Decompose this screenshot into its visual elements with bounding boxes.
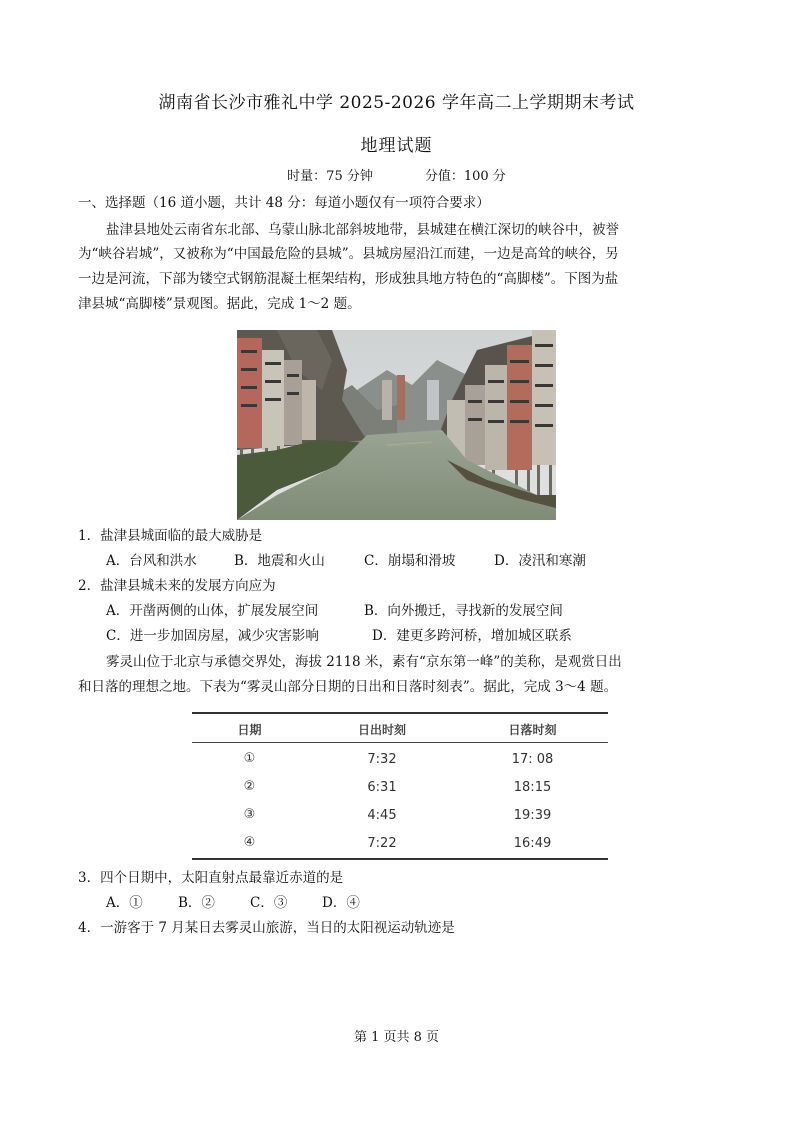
- table-row-3-date: ③: [243, 807, 256, 822]
- exam-subtitle: 地理试题: [360, 136, 433, 156]
- yanjin-stilt-houses-photo: [237, 330, 556, 520]
- q4-stem: 4．一游客于 7 月某日去雾灵山旅游，当日的太阳视运动轨迹是: [78, 920, 455, 936]
- table-row-4-date: ④: [243, 835, 256, 850]
- table-header-sunrise: 日出时刻: [357, 723, 406, 737]
- table-header-sunset: 日落时刻: [508, 723, 557, 737]
- table-row-1-date: ①: [243, 751, 256, 766]
- table-row-1-sunset: 17: 08: [511, 752, 554, 767]
- table-row-3-sunrise: 4:45: [367, 808, 397, 823]
- q2-option-d[interactable]: D．建更多跨河桥，增加城区联系: [372, 628, 572, 644]
- table-header-date: 日期: [237, 723, 262, 737]
- score-label: 分值：100 分: [424, 169, 506, 184]
- sunrise-sunset-table: [192, 712, 608, 862]
- q2-option-c[interactable]: C．进一步加固房屋，减少灾害影响: [106, 628, 319, 644]
- exam-meta: [0, 165, 793, 184]
- passage1-line-2: 为“峡谷岩城”，又被称为“中国最危险的县城”。县城房屋沿江而建，一边是高耸的峡谷，另: [78, 246, 619, 262]
- table-row-2-sunrise: 6:31: [367, 780, 397, 795]
- exam-title: 湖南省长沙市雅礼中学 2025-2026 学年高二上学期期末考试: [158, 93, 635, 113]
- q1-option-c[interactable]: C．崩塌和滑坡: [364, 553, 456, 569]
- passage1-line-4: 津县城“高脚楼”景观图。据此，完成 1～2 题。: [78, 296, 361, 312]
- section-heading: 一、选择题（16 道小题，共计 48 分：每道小题仅有一项符合要求）: [78, 195, 490, 211]
- table-row-1-sunrise: 7:32: [367, 752, 397, 767]
- q2-option-b[interactable]: B．向外搬迁，寻找新的发展空间: [364, 603, 563, 619]
- table-row-2-sunset: 18:15: [513, 780, 552, 795]
- q1-option-b[interactable]: B．地震和火山: [234, 553, 325, 569]
- passage1-line-1: 盐津县地处云南省东北部、乌蒙山脉北部斜坡地带，县城建在横江深切的峡谷中，被誉: [106, 222, 619, 238]
- table-row-4-sunrise: 7:22: [367, 836, 397, 851]
- q1-option-a[interactable]: A．台风和洪水: [106, 553, 197, 569]
- q3-option-a[interactable]: A．①: [106, 895, 143, 911]
- q1-stem: 1．盐津县城面临的最大威胁是: [78, 528, 263, 544]
- passage2-line-1: 雾灵山位于北京与承德交界处，海拔 2118 米，素有“京东第一峰”的美称，是观赏日出: [106, 654, 622, 670]
- q3-option-c[interactable]: C．③: [250, 895, 288, 911]
- page-footer: 第 1 页共 8 页: [353, 1030, 440, 1045]
- q1-option-d[interactable]: D．凌汛和寒潮: [494, 553, 586, 569]
- table-row-2-date: ②: [243, 779, 256, 794]
- table-row-4-sunset: 16:49: [513, 836, 552, 851]
- q3-option-b[interactable]: B．②: [178, 895, 215, 911]
- time-label: 时量：75 分钟: [287, 169, 373, 184]
- passage1-line-3: 一边是河流，下部为镂空式钢筋混凝土框架结构，形成独具地方特色的“高脚楼”。下图为盐: [78, 271, 619, 287]
- q2-option-a[interactable]: A．开凿两侧的山体，扩展发展空间: [106, 603, 319, 619]
- q3-option-d[interactable]: D．④: [322, 895, 360, 911]
- q2-stem: 2．盐津县城未来的发展方向应为: [78, 578, 276, 594]
- q3-stem: 3．四个日期中，太阳直射点最靠近赤道的是: [78, 870, 344, 886]
- passage2-line-2: 和日落的理想之地。下表为“雾灵山部分日期的日出和日落时刻表”。据此，完成 3～4 题。: [78, 679, 618, 695]
- table-row-3-sunset: 19:39: [513, 808, 552, 823]
